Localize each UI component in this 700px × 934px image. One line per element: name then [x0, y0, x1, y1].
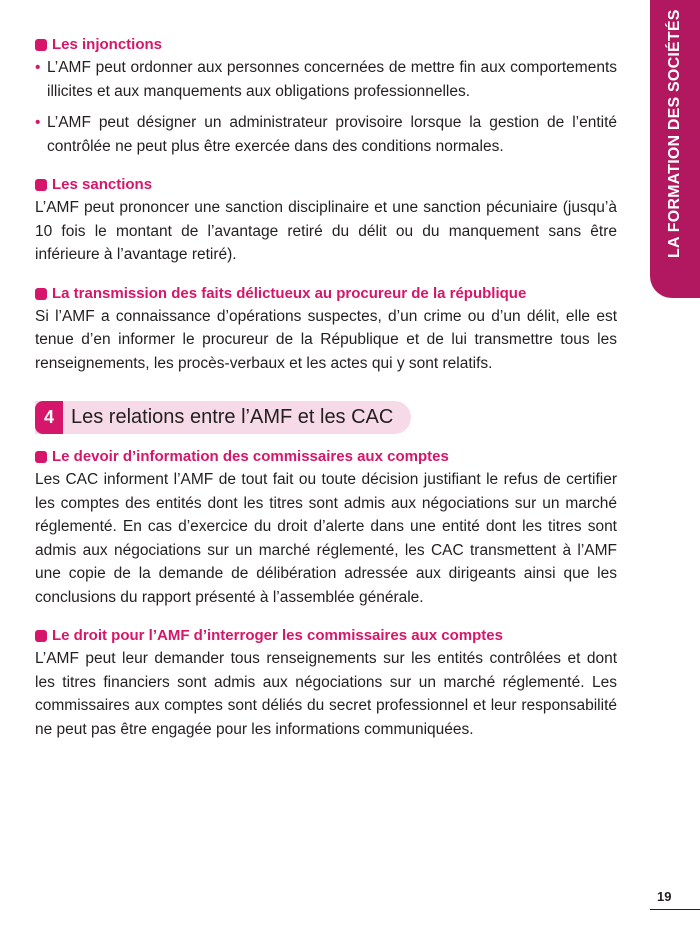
- section-heading-4: [35, 401, 411, 434]
- square-bullet-icon: [35, 288, 47, 300]
- section-title: Les relations entre l’AMF et les CAC: [71, 406, 394, 428]
- heading-droit: Le droit pour l’AMF d’interroger les commissaires aux comptes: [35, 625, 617, 647]
- page-content: [35, 34, 617, 741]
- list-item: • L’AMF peut ordonner aux personnes concernées de mettre fin aux comportements illicites et aux manquements aux obligations professionnelles.: [35, 56, 617, 103]
- heading-injonctions: Les injonctions: [35, 34, 617, 56]
- page-number-rule: [650, 909, 700, 910]
- list-item: • L’AMF peut désigner un administrateur provisoire lorsque la gestion de l’entité contrôlée ne peut plus être exercée dans des conditions normales.: [35, 111, 617, 158]
- square-bullet-icon: [35, 630, 47, 642]
- droit-text: L’AMF peut leur demander tous renseignements sur les entités contrôlées et dont les titres financiers sont admis aux négociations sur un marché réglementé. Les commissaires aux comptes sont déliés du secret professionnel et leur responsabilité ne peut pas être engagée pour les informations communiquées.: [35, 650, 617, 738]
- page-number: 19: [657, 889, 672, 904]
- devoir-text: Les CAC informent l’AMF de tout fait ou toute décision justifiant le refus de certifier les comptes des entités dont les titres sont admis aux négociations sur un marché réglementé. En cas d’exercice du droit d’alerte dans une entité dont les titres sont admis aux négociations sur un marché réglementé, les CAC transmettent à l’AMF une copie de la demande de délibération adressée aux dirigeants ainsi que les conclusions du rapport présenté à l’assemblée générale.: [35, 471, 617, 606]
- heading-devoir: Le devoir d’information des commissaires aux comptes: [35, 446, 617, 468]
- transmission-text: Si l’AMF a connaissance d’opérations suspectes, d’un crime ou d’un délit, elle est tenue d’en informer le procureur de la République et de lui transmettre tous les renseignements, les procès-verbaux et les actes qui y sont relatifs.: [35, 307, 617, 372]
- square-bullet-icon: [35, 39, 47, 51]
- heading-sanctions: Les sanctions: [35, 174, 617, 196]
- bullet-dot-icon: •: [35, 114, 41, 131]
- side-chapter-tab: [650, 0, 700, 298]
- side-chapter-label: LA FORMATION DES SOCIÉTÉS: [666, 9, 683, 258]
- bullet-dot-icon: •: [35, 59, 41, 76]
- square-bullet-icon: [35, 179, 47, 191]
- injonctions-list: [35, 56, 617, 158]
- sanctions-text: L’AMF peut prononcer une sanction disciplinaire et une sanction pécuniaire (jusqu’à 10 fois le montant de l’avantage retiré du délit ou du manquement sans être inférieure à l’avantage retiré).: [35, 199, 617, 263]
- heading-transmission: La transmission des faits délictueux au procureur de la république: [35, 283, 617, 305]
- section-number: 4: [35, 401, 63, 434]
- square-bullet-icon: [35, 451, 47, 463]
